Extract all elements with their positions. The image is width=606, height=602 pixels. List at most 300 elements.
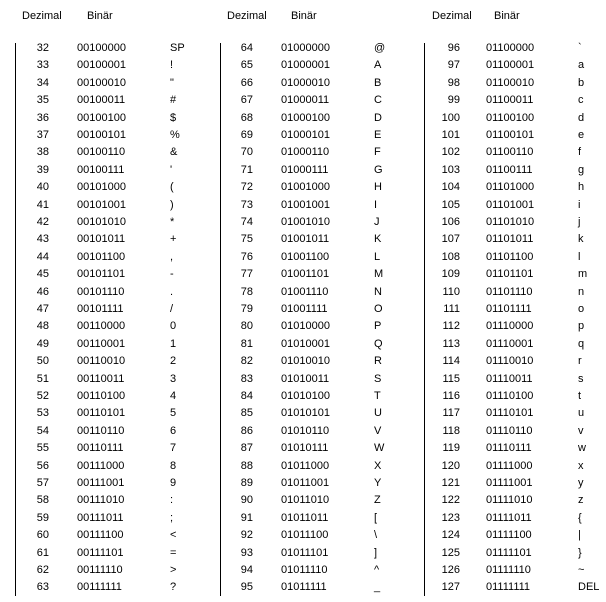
- binary-value: 01001111: [281, 303, 328, 315]
- binary-value: 00101110: [77, 285, 125, 298]
- character-value: N: [374, 285, 382, 298]
- character-value: -: [170, 268, 174, 281]
- binary-value: 01100001: [486, 59, 535, 72]
- decimal-value: 111: [443, 303, 460, 315]
- decimal-value: 34: [36, 76, 49, 89]
- character-value: 1: [170, 337, 177, 350]
- table-row: [0, 562, 606, 579]
- character-value: I: [374, 198, 378, 211]
- decimal-value: 39: [36, 163, 49, 176]
- character-value: c: [578, 94, 584, 107]
- binary-value: 00111001: [77, 477, 125, 489]
- binary-value: 01000110: [281, 146, 330, 159]
- character-value: y: [578, 477, 584, 489]
- binary-value: 01010101: [281, 407, 330, 420]
- decimal-value: 115: [442, 372, 460, 385]
- character-value: V: [374, 424, 382, 437]
- binary-value: 01010100: [281, 390, 330, 402]
- decimal-value: 119: [442, 442, 460, 455]
- binary-value: 00101100: [77, 250, 126, 263]
- decimal-value: 59: [36, 511, 49, 524]
- binary-value: 01000101: [281, 129, 330, 141]
- table-row: [0, 92, 606, 109]
- character-value: }: [578, 546, 582, 559]
- character-value: +: [170, 233, 177, 246]
- binary-value: 00111010: [77, 494, 125, 507]
- binary-value: 00100100: [77, 111, 126, 124]
- character-value: <: [170, 529, 177, 542]
- binary-value: 01011011: [281, 511, 329, 524]
- character-value: ': [170, 163, 173, 176]
- binary-value: 00100010: [77, 76, 126, 89]
- character-value: p: [578, 320, 585, 333]
- decimal-value: 55: [36, 442, 49, 455]
- binary-value: 01000100: [281, 111, 330, 124]
- decimal-value: 70: [240, 146, 253, 159]
- character-value: =: [170, 546, 177, 559]
- binary-value: 01110101: [486, 407, 534, 420]
- character-value: F: [374, 146, 381, 159]
- decimal-value: 71: [240, 163, 253, 176]
- binary-value: 00101010: [77, 216, 126, 228]
- binary-value: 00110010: [77, 355, 126, 368]
- binary-value: 00100001: [77, 59, 126, 72]
- character-value: o: [578, 303, 585, 315]
- table-row: [0, 179, 606, 196]
- binary-value: 01111110: [486, 564, 531, 576]
- character-value: {: [578, 511, 582, 524]
- decimal-value: 52: [36, 390, 49, 402]
- character-value: S: [374, 372, 382, 385]
- decimal-value: 54: [36, 424, 49, 437]
- binary-value: 01110001: [486, 337, 534, 350]
- decimal-value: 104: [441, 181, 460, 194]
- character-value: a: [578, 59, 585, 72]
- character-value: 4: [170, 390, 177, 402]
- character-value: Z: [374, 494, 381, 507]
- table-row: [0, 249, 606, 266]
- binary-value: 01011100: [281, 529, 329, 542]
- binary-value: 00110001: [77, 337, 126, 350]
- character-value: U: [374, 407, 382, 420]
- character-value: 8: [170, 459, 177, 472]
- table-row: [0, 57, 606, 74]
- decimal-value: 112: [442, 320, 460, 333]
- character-value: x: [578, 459, 584, 472]
- decimal-value: 94: [240, 564, 253, 576]
- decimal-value: 108: [441, 250, 460, 263]
- character-value: h: [578, 181, 585, 194]
- decimal-value: 125: [441, 546, 460, 559]
- decimal-value: 75: [240, 233, 253, 246]
- table-row: [0, 545, 606, 562]
- character-value: e: [578, 129, 585, 141]
- table-row: [0, 214, 606, 231]
- decimal-value: 68: [240, 111, 253, 124]
- decimal-value: 107: [441, 233, 460, 246]
- binary-value: 01110010: [486, 355, 534, 368]
- decimal-value: 65: [240, 59, 253, 72]
- decimal-value: 95: [240, 581, 253, 594]
- decimal-value: 98: [447, 76, 460, 89]
- decimal-value: 114: [442, 355, 460, 368]
- character-value: #: [170, 94, 177, 107]
- table-row: [0, 579, 606, 596]
- character-value: 0: [170, 320, 177, 333]
- binary-value: 01100010: [486, 76, 535, 89]
- table-row: [0, 423, 606, 440]
- binary-value: 01010001: [281, 337, 330, 350]
- binary-value: 01110111: [486, 442, 532, 455]
- decimal-value: 86: [240, 424, 253, 437]
- character-value: J: [374, 216, 380, 228]
- header-binary-2: Binär: [291, 10, 317, 22]
- character-value: v: [578, 424, 584, 437]
- binary-value: 01010110: [281, 424, 330, 437]
- binary-value: 01101101: [486, 268, 534, 281]
- decimal-value: 79: [240, 303, 253, 315]
- decimal-value: 58: [36, 494, 49, 507]
- character-value: f: [578, 146, 582, 159]
- table-row: [0, 336, 606, 353]
- character-value: ): [170, 198, 174, 211]
- character-value: i: [578, 198, 581, 211]
- decimal-value: 73: [240, 198, 253, 211]
- decimal-value: 103: [441, 163, 460, 176]
- binary-value: 01100111: [486, 163, 533, 176]
- binary-value: 00100111: [77, 163, 125, 176]
- character-value: l: [578, 250, 581, 263]
- character-value: Y: [374, 477, 382, 489]
- binary-value: 00101000: [77, 181, 126, 194]
- character-value: u: [578, 407, 585, 420]
- decimal-value: 89: [240, 477, 253, 489]
- character-value: ": [170, 76, 174, 89]
- decimal-value: 77: [240, 268, 253, 281]
- decimal-value: 100: [441, 111, 460, 124]
- binary-value: 00110110: [77, 424, 125, 437]
- decimal-value: 62: [36, 564, 49, 576]
- decimal-value: 110: [442, 285, 460, 298]
- binary-value: 01101001: [486, 198, 535, 211]
- character-value: $: [170, 111, 177, 124]
- decimal-value: 50: [36, 355, 49, 368]
- binary-value: 00100011: [77, 94, 126, 107]
- header-decimal-2: Dezimal: [227, 10, 267, 22]
- character-value: W: [374, 442, 385, 455]
- binary-value: 00100000: [77, 42, 126, 54]
- table-row: [0, 266, 606, 283]
- binary-value: 01000011: [281, 94, 330, 107]
- character-value: ?: [170, 581, 177, 594]
- decimal-value: 127: [441, 581, 460, 594]
- binary-value: 01010010: [281, 355, 330, 368]
- character-value: ^: [374, 564, 380, 576]
- character-value: &: [170, 146, 178, 159]
- character-value: M: [374, 268, 384, 281]
- binary-value: 01101000: [486, 181, 535, 194]
- character-value: H: [374, 181, 382, 194]
- character-value: X: [374, 459, 382, 472]
- decimal-value: 97: [447, 59, 460, 72]
- character-value: 9: [170, 477, 177, 489]
- decimal-value: 35: [36, 94, 49, 107]
- decimal-value: 121: [441, 477, 460, 489]
- character-value: `: [578, 42, 582, 54]
- character-value: g: [578, 163, 585, 176]
- decimal-value: 82: [240, 355, 253, 368]
- binary-value: 01111001: [486, 477, 533, 489]
- binary-value: 00111011: [77, 511, 124, 524]
- header-binary-3: Binär: [494, 10, 520, 22]
- character-value: r: [578, 355, 582, 368]
- binary-value: 01100110: [486, 146, 534, 159]
- binary-value: 00110111: [77, 442, 124, 455]
- table-row: [0, 510, 606, 527]
- binary-value: 01010000: [281, 320, 330, 333]
- binary-value: 01110000: [486, 320, 534, 333]
- decimal-value: 91: [240, 511, 253, 524]
- decimal-value: 88: [240, 459, 253, 472]
- binary-value: 00111101: [77, 546, 124, 559]
- binary-value: 00101101: [77, 268, 126, 281]
- binary-value: 01011110: [281, 564, 328, 576]
- character-value: |: [578, 529, 581, 542]
- decimal-value: 105: [441, 198, 460, 211]
- binary-value: 01000001: [281, 59, 330, 72]
- character-value: ~: [578, 564, 585, 576]
- binary-value: 01010111: [281, 442, 329, 455]
- binary-value: 00100101: [77, 129, 126, 141]
- character-value: 3: [170, 372, 177, 385]
- decimal-value: 116: [442, 390, 460, 402]
- character-value: 6: [170, 424, 177, 437]
- character-value: @: [374, 42, 386, 54]
- binary-value: 01111100: [486, 529, 532, 542]
- character-value: K: [374, 233, 382, 246]
- table-row: [0, 527, 606, 544]
- character-value: C: [374, 94, 382, 107]
- decimal-value: 109: [441, 268, 460, 281]
- character-value: G: [374, 163, 383, 176]
- binary-value: 01000000: [281, 42, 330, 54]
- binary-value: 01100101: [486, 129, 535, 141]
- character-value: b: [578, 76, 585, 89]
- decimal-value: 106: [441, 216, 460, 228]
- character-value: L: [374, 250, 381, 263]
- binary-value: 01000010: [281, 76, 330, 89]
- binary-value: 00100110: [77, 146, 126, 159]
- binary-value: 01110011: [486, 372, 533, 385]
- character-value: O: [374, 303, 383, 315]
- table-row: [0, 40, 606, 57]
- decimal-value: 49: [36, 337, 49, 350]
- decimal-value: 56: [36, 459, 49, 472]
- character-value: ]: [374, 546, 378, 559]
- decimal-value: 85: [240, 407, 253, 420]
- decimal-value: 47: [36, 303, 49, 315]
- character-value: A: [374, 59, 382, 72]
- character-value: \: [374, 529, 378, 542]
- decimal-value: 122: [441, 494, 460, 507]
- character-value: %: [170, 129, 180, 141]
- binary-value: 01101011: [486, 233, 534, 246]
- decimal-value: 124: [441, 529, 460, 542]
- table-row: [0, 440, 606, 457]
- character-value: m: [578, 268, 588, 281]
- table-row: [0, 492, 606, 509]
- character-value: >: [170, 564, 177, 576]
- binary-value: 01101100: [486, 250, 534, 263]
- character-value: s: [578, 372, 584, 385]
- decimal-value: 84: [240, 390, 253, 402]
- binary-value: 00101001: [77, 198, 126, 211]
- decimal-value: 69: [240, 129, 253, 141]
- character-value: E: [374, 129, 382, 141]
- binary-value: 01001001: [281, 198, 330, 211]
- character-value: 5: [170, 407, 177, 420]
- table-row: [0, 144, 606, 161]
- character-value: D: [374, 111, 382, 124]
- decimal-value: 53: [36, 407, 49, 420]
- binary-value: 01101010: [486, 216, 535, 228]
- binary-value: 01110110: [486, 424, 533, 437]
- binary-value: 00111000: [77, 459, 125, 472]
- decimal-value: 101: [441, 129, 460, 141]
- binary-value: 00110101: [77, 407, 126, 420]
- decimal-value: 72: [240, 181, 253, 194]
- decimal-value: 60: [36, 529, 49, 542]
- decimal-value: 45: [36, 268, 49, 281]
- table-row: [0, 458, 606, 475]
- binary-value: 01010011: [281, 372, 330, 385]
- character-value: _: [374, 581, 381, 594]
- decimal-value: 117: [442, 407, 460, 420]
- binary-value: 01001100: [281, 250, 330, 263]
- decimal-value: 126: [441, 564, 460, 576]
- character-value: SP: [170, 42, 185, 54]
- binary-value: 00111110: [77, 564, 123, 576]
- decimal-value: 36: [36, 111, 49, 124]
- decimal-value: 32: [36, 42, 49, 54]
- decimal-value: 76: [240, 250, 253, 263]
- character-value: Q: [374, 337, 383, 350]
- table-row: [0, 231, 606, 248]
- table-row: [0, 110, 606, 127]
- table-row: [0, 371, 606, 388]
- character-value: [: [374, 511, 378, 524]
- binary-value: 01001000: [281, 181, 330, 194]
- binary-value: 01111000: [486, 459, 533, 472]
- character-value: z: [578, 494, 584, 507]
- header-decimal-1: Dezimal: [22, 10, 62, 22]
- binary-value: 01111101: [486, 546, 532, 559]
- decimal-value: 43: [36, 233, 49, 246]
- decimal-value: 67: [240, 94, 253, 107]
- header-binary-1: Binär: [87, 10, 113, 22]
- binary-value: 01111010: [486, 494, 533, 507]
- decimal-value: 44: [36, 250, 49, 263]
- table-row: [0, 475, 606, 492]
- table-row: [0, 284, 606, 301]
- character-value: !: [170, 59, 174, 72]
- character-value: 2: [170, 355, 177, 368]
- decimal-value: 123: [441, 511, 460, 524]
- decimal-value: 120: [441, 459, 460, 472]
- header-decimal-3: Dezimal: [432, 10, 472, 22]
- decimal-value: 33: [36, 59, 49, 72]
- binary-value: 01100011: [486, 94, 534, 107]
- decimal-value: 46: [36, 285, 49, 298]
- table-row: [0, 353, 606, 370]
- binary-value: 00101011: [77, 233, 126, 246]
- character-value: ;: [170, 511, 174, 524]
- binary-value: 00110011: [77, 372, 125, 385]
- character-value: .: [170, 285, 174, 298]
- decimal-value: 37: [36, 129, 49, 141]
- binary-value: 01011001: [281, 477, 330, 489]
- decimal-value: 102: [441, 146, 460, 159]
- decimal-value: 51: [36, 372, 49, 385]
- character-value: R: [374, 355, 382, 368]
- binary-value: 01000111: [281, 163, 329, 176]
- decimal-value: 64: [240, 42, 253, 54]
- binary-value: 01001011: [281, 233, 330, 246]
- character-value: n: [578, 285, 585, 298]
- character-value: T: [374, 390, 381, 402]
- table-row: [0, 405, 606, 422]
- binary-value: 00111111: [77, 581, 122, 594]
- binary-value: 01101110: [486, 285, 533, 298]
- decimal-value: 42: [36, 216, 49, 228]
- table-row: [0, 301, 606, 318]
- binary-value: 01001010: [281, 216, 330, 228]
- character-value: k: [578, 233, 584, 246]
- decimal-value: 99: [447, 94, 460, 107]
- binary-value: 01011010: [281, 494, 330, 507]
- character-value: :: [170, 494, 174, 507]
- binary-value: 00110000: [77, 320, 126, 333]
- decimal-value: 74: [240, 216, 253, 228]
- decimal-value: 48: [36, 320, 49, 333]
- binary-value: 01100100: [486, 111, 535, 124]
- binary-value: 00110100: [77, 390, 126, 402]
- table-row: [0, 388, 606, 405]
- binary-value: 01011111: [281, 581, 327, 594]
- decimal-value: 66: [240, 76, 253, 89]
- decimal-value: 113: [442, 337, 460, 350]
- decimal-value: 61: [36, 546, 49, 559]
- binary-value: 00101111: [77, 303, 124, 315]
- character-value: d: [578, 111, 585, 124]
- binary-value: 01110100: [486, 390, 534, 402]
- table-row: [0, 197, 606, 214]
- table-row: [0, 127, 606, 144]
- character-value: j: [578, 216, 581, 228]
- decimal-value: 41: [36, 198, 49, 211]
- binary-value: 01101111: [486, 303, 532, 315]
- table-row: [0, 75, 606, 92]
- character-value: q: [578, 337, 585, 350]
- character-value: DEL: [578, 581, 600, 594]
- character-value: *: [170, 216, 175, 228]
- decimal-value: 78: [240, 285, 253, 298]
- decimal-value: 92: [240, 529, 253, 542]
- binary-value: 01111011: [486, 511, 532, 524]
- binary-value: 01011101: [281, 546, 329, 559]
- decimal-value: 63: [36, 581, 49, 594]
- decimal-value: 38: [36, 146, 49, 159]
